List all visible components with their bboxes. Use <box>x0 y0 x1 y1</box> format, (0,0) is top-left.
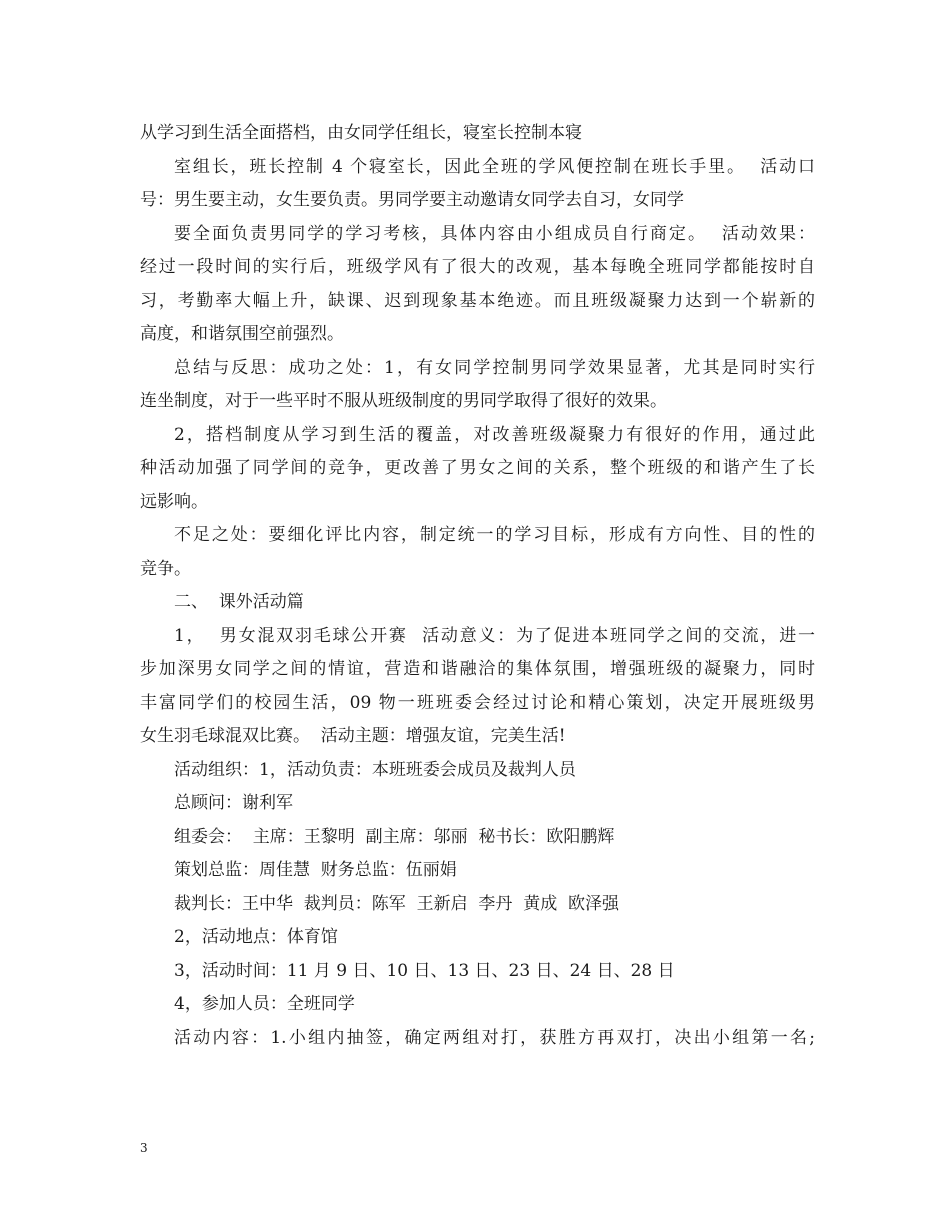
text-line: 策划总监：周佳慧 财务总监：伍丽娟 <box>174 860 457 880</box>
text-line: 远影响。 <box>140 491 208 512</box>
body-text <box>140 117 815 1055</box>
text-line: 1， 男女混双羽毛球公开赛 活动意义：为了促进本班同学之间的交流，进一 <box>174 625 815 646</box>
text-line: 二、 课外活动篇 <box>174 592 304 612</box>
page-number: 3 <box>140 1141 148 1155</box>
text-line: 习，考勤率大幅上升，缺课、迟到现象基本绝迹。而且班级凝聚力达到一个崭新的 <box>140 290 815 311</box>
text-line: 3，活动时间：11 月 9 日、10 日、13 日、23 日、24 日、28 日 <box>174 960 675 981</box>
text-line: 女生羽毛球混双比赛。 活动主题：增强友谊，完美生活! <box>140 726 566 746</box>
text-line: 活动组织：1，活动负责：本班班委会成员及裁判人员 <box>174 759 576 780</box>
text-line: 从学习到生活全面搭档，由女同学任组长，寝室长控制本寝 <box>140 123 582 143</box>
text-line: 2，搭档制度从学习到生活的覆盖，对改善班级凝聚力有很好的作用，通过此 <box>174 424 815 445</box>
text-line: 竞争。 <box>140 558 191 579</box>
text-line: 室组长，班长控制 4 个寝室长，因此全班的学风便控制在班长手里。 活动口 <box>174 156 815 177</box>
text-line: 总顾问：谢利军 <box>174 793 293 813</box>
text-line: 种活动加强了同学间的竞争，更改善了男女之间的关系，整个班级的和谐产生了长 <box>140 458 815 478</box>
text-line: 连坐制度，对于一些平时不服从班级制度的男同学取得了很好的效果。 <box>140 391 667 411</box>
text-line: 不足之处：要细化评比内容，制定统一的学习目标，形成有方向性、目的性的 <box>174 525 815 545</box>
text-line: 丰富同学们的校园生活，09 物一班班委会经过讨论和精心策划，决定开展班级男 <box>140 692 815 713</box>
text-line: 4，参加人员：全班同学 <box>174 994 355 1014</box>
text-line: 总结与反思：成功之处：1，有女同学控制男同学效果显著，尤其是同时实行 <box>174 357 815 378</box>
text-line: 活动内容：1.小组内抽签，确定两组对打，获胜方再双打，决出小组第一名; <box>174 1027 815 1048</box>
text-line: 高度，和谐氛围空前强烈。 <box>140 324 344 344</box>
text-line: 步加深男女同学之间的情谊，营造和谐融洽的集体氛围，增强班级的凝聚力，同时 <box>140 659 815 679</box>
text-line: 经过一段时间的实行后，班级学风有了很大的改观，基本每晚全班同学都能按时自 <box>140 257 815 277</box>
text-line: 号：男生要主动，女生要负责。男同学要主动邀请女同学去自习，女同学 <box>140 190 684 210</box>
text-line: 裁判长：王中华 裁判员：陈军 王新启 李丹 黄成 欧泽强 <box>174 893 620 914</box>
text-line: 要全面负责男同学的学习考核，具体内容由小组成员自行商定。 活动效果： <box>174 223 815 244</box>
text-line: 2，活动地点：体育馆 <box>174 927 338 947</box>
text-line: 组委会： 主席：王黎明 副主席：邬丽 秘书长：欧阳鹏辉 <box>174 826 615 847</box>
